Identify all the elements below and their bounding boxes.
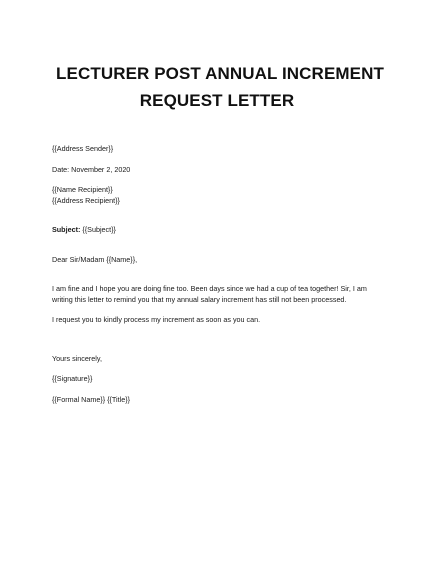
paragraph-1-line-1: I am fine and I hope you are doing fine too. Been days since we had a cup of tea together! Sir, I am [52, 284, 367, 293]
paragraph-1-line-2: writing this letter to remind you that my annual salary increment has still not been processed. [52, 294, 347, 304]
title-line-1: LECTURER POST ANNUAL INCREMENT [56, 64, 384, 83]
title-line-2: REQUEST LETTER [139, 91, 295, 110]
paragraph-2: I request you to kindly process my increment as soon as you can. [52, 315, 261, 324]
page-title [0, 60, 440, 114]
letter-body [52, 144, 392, 405]
salutation: Dear Sir/Madam {{Name}}, [52, 254, 138, 264]
subject-label: Subject: [52, 225, 81, 234]
formal-name-title: {{Formal Name}} {{Title}} [52, 394, 131, 404]
address-sender: {{Address Sender}} [52, 144, 114, 153]
letter-date: Date: November 2, 2020 [52, 164, 131, 174]
subject-value: {{Subject}} [82, 225, 116, 234]
address-recipient: {{Address Recipient}} [52, 195, 120, 205]
closing: Yours sincerely, [52, 353, 102, 363]
signature: {{Signature}} [52, 374, 93, 383]
name-recipient: {{Name Recipient}} [52, 185, 113, 194]
subject-line [52, 225, 392, 236]
